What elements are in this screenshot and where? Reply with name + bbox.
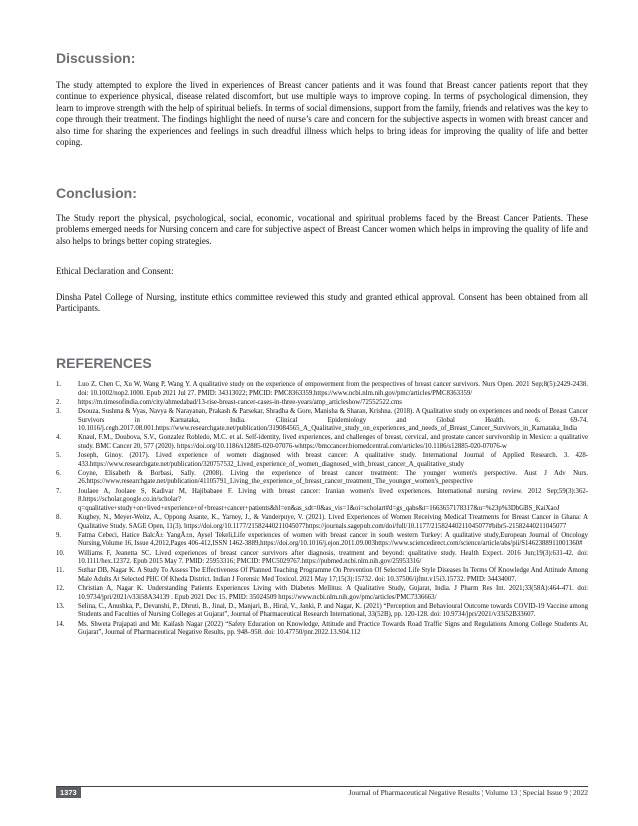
reference-number: 12. bbox=[56, 585, 65, 593]
reference-text: https://m.timesofindia.com/city/ahmedabad/13-rise-breast-cancer-cases-in-three-years/amp_articleshow/72552522.cms bbox=[78, 398, 402, 406]
conclusion-text: The Study report the physical, psychological, social, economic, vocational and spiritual problems faced by the Breast Cancer Patients. These problems emerged needs for Nursing concern and care for subjective aspect of Breast Cancer women which helps in improving the quality of life and also helps to brings better coping strategies. bbox=[56, 213, 588, 246]
reference-item bbox=[56, 585, 588, 602]
reference-text: Christian A, Nagar K. Understanding Patients Experiences Living with Diabetes Mellitus: A Qualitative Study, Gujarat, India. J Pharm Res Int. 2021;33(58A):464-471. doi: 10.9734/jpri/2021/v33i58A34139 . Epub 2021 Dec 15. PMID: 35024509 https://www.ncbi.nlm.nih.gov/pmc/articles/PMC7336663/ bbox=[78, 585, 588, 601]
reference-number: 11. bbox=[56, 567, 65, 575]
reference-number: 13. bbox=[56, 602, 65, 610]
reference-item bbox=[56, 470, 588, 487]
journal-info: Journal of Pharmaceutical Negative Results ¦ Volume 13 ¦ Special Issue 9 ¦ 2022 bbox=[348, 787, 588, 797]
reference-item bbox=[56, 488, 588, 514]
reference-number: 4. bbox=[56, 434, 62, 442]
discussion-text: The study attempted to explore the lived in experiences of Breast cancer patients and it was found that Breast cancer patients report that they continue to experience physical, disease related discomfort, but use multiple ways to improve coping. In terms of psychological dimension, they learn to improve strength with the help of spiritual beliefs. In terms of social dimensions, support from the family, friends and relatives was the key to cope through their treatment. The findings highlight the need of nurse’s care and concern for the subjective aspects in women with breast cancer and also time for sharing the experiences and feelings in such dreadful illness which helps to bring ideas for improving the quality of life and better coping. bbox=[56, 80, 588, 148]
reference-text: Joseph, Ginoy. (2017). Lived experience of women diagnosed with breast cancer: A qualitative study. International Journal of Applied Research. 3. 428-433.https://www.researchgate.net/publication/320757532_Lived_experience_of_women_diagnosed_with_breast_cancer_A_qualitative_study bbox=[78, 452, 588, 468]
page-number: 1373 bbox=[56, 787, 81, 798]
reference-item bbox=[56, 408, 588, 434]
reference-number: 8. bbox=[56, 514, 62, 522]
reference-number: 1. bbox=[56, 381, 62, 388]
reference-number: 5. bbox=[56, 452, 62, 460]
reference-text: Ms. Shweta Prajapati and Mr. Kailash Nagar (2022) “Safety Education on Knowledge, Attitude and Practice Towards Road Traffic Signs and Regulations Among College Students At, Gujarat”, Journal of Pharmaceutical Negative Results, pp. 948–958. doi: 10.47750/pnr.2022.13.S04.112 bbox=[78, 620, 588, 637]
reference-number: 6. bbox=[56, 469, 62, 477]
reference-list bbox=[56, 381, 588, 638]
reference-text: Joulaee A, Joolaee S, Kadivar M, Hajibabaee F. Living with breast cancer: Iranian women's lived experiences. International nursing review. 2012 Sep;59(3):362-8.https://scholar.google.co.in/scholar?q=qualitative+study+on+lived+experience+of+breast+cancer+patients&hl=en&as_sdt=0&as_vis=1&oi=scholart#d=gs_qabs&t=1663657178317&u=%23p%3DbGBS_KaiXaoJ bbox=[78, 487, 588, 512]
reference-item bbox=[56, 603, 588, 620]
reference-number: 9. bbox=[56, 531, 62, 539]
reference-item bbox=[56, 399, 588, 408]
page-footer bbox=[56, 786, 588, 798]
ethics-heading: Ethical Declaration and Consent: bbox=[56, 266, 174, 276]
reference-text: Fatma Cebeci, Hatice BalcÄ± YangÄ±n, Aysel Tekeli,Life experiences of women with breast cancer in south western Turkey: A qualitative study,European Journal of Oncology Nursing,Volume 16, Issue 4,2012,Pages 406-412,ISSN 1462-3889,https://doi.org/10.1016/j.ejon.2011.09.003https://www.sciencedirect.com/science/article/abs/pii/S1462388911001360# bbox=[78, 531, 588, 548]
reference-item bbox=[56, 532, 588, 549]
ethics-text: Dinsha Patel College of Nursing, institute ethics committee reviewed this study and granted ethical approval. Consent has been obtained from all Participants. bbox=[56, 292, 588, 314]
reference-text: Kugbey, N., Meyer-Weitz, A., Oppong Asante, K., Yarney, J., & Vanderpuye, V. (2021). Lived Experiences of Women Receiving Medical Treatments for Breast Cancer in Ghana: A Qualitative Study. SAGE Open, 11(3). https://doi.org/10.1177/21582440211045077https://journals.sagepub.com/doi/full/10.1177/21582440211045077#bibr5-21582440211045077 bbox=[78, 514, 588, 530]
reference-number: 10. bbox=[56, 549, 65, 557]
reference-text: Dsouza, Sushma & Vyas, Navya & Narayanan, Prakash & Parsekar, Shradha & Gore, Manisha & Sharan, Krishna. (2018). A Qualitative study on experiences and needs of Breast Cancer Survivors in Karnataka, India. Clinical Epidemiology and Global Health. 6. 69-74. 10.1016/j.cegh.2017.08.001.https://www.researchgate.net/publication/319084565_A_Qualitative_study_on_experiences_and_needs_of_Breast_Cancer_Survivors_in_Karnataka_India bbox=[78, 408, 588, 433]
reference-item bbox=[56, 514, 588, 531]
reference-item bbox=[56, 621, 588, 638]
reference-text: Knaul, F.M., Doubova, S.V., Gonzalez Robledo, M.C. et al. Self-identity, lived experiences, and challenges of breast, cervical, and prostate cancer survivorship in Mexico: a qualitative study. BMC Cancer 20, 577 (2020). https://doi.org/10.1186/s12885-020-07076-whttps://bmccancer.biomedcentral.com/articles/10.1186/s12885-020-07076-w bbox=[78, 434, 588, 450]
reference-item bbox=[56, 567, 588, 584]
reference-number: 14. bbox=[56, 620, 65, 628]
references-heading: REFERENCES bbox=[56, 355, 152, 371]
reference-item bbox=[56, 381, 588, 398]
reference-text: Luo Z, Chen C, Xu W, Wang P, Wang Y. A qualitative study on the experience of empowerment from the perspectives of breast cancer survivors. Nurs Open. 2021 Sep;8(5):2429-2438. doi: 10.1002/nop2.1000. Epub 2021 Jul 27. PMID: 34313022; PMCID: PMC8363359.https://www.ncbi.nlm.nih.gov/pmc/articles/PMC8363359/ bbox=[78, 381, 588, 397]
conclusion-heading: Conclusion: bbox=[56, 185, 137, 201]
reference-text: Coyne, Elisabeth & Borbasi, Sally. (2008). Living the experience of breast cancer treatment: The younger women's perspective. Aust J Adv Nurs. 26.https://www.researchgate.net/publication/41105791_Living_the_experience_of_breast_cancer_treatment_The_younger_women's_perspective bbox=[78, 469, 588, 486]
reference-item bbox=[56, 434, 588, 451]
reference-number: 7. bbox=[56, 487, 62, 495]
reference-item bbox=[56, 452, 588, 469]
reference-number: 3. bbox=[56, 408, 62, 416]
discussion-heading: Discussion: bbox=[56, 50, 136, 66]
reference-item bbox=[56, 550, 588, 567]
reference-number: 2. bbox=[56, 398, 62, 406]
reference-text: Selina, C., Anushka, P., Devanshi, P., Dhruti, B., Jinal, D., Manjari, B., Hiral, V., Janki, P. and Nagar, K. (2021) “Perception and Behavioural Outcome towards COVID-19 Vaccine among Students and Faculties of Nursing Colleges at Gujarat”, Journal of Pharmaceutical Research International, 33(52B), pp. 120-128. doi: 10.9734/jpri/2021/v33i52B33607. bbox=[78, 602, 588, 619]
reference-text: Williams F, Jeanetta SC. Lived experiences of breast cancer survivors after diagnosis, treatment and beyond: qualitative study. Health Expect. 2016 Jun;19(3):631-42. doi: 10.1111/hex.12372. Epub 2015 May 7. PMID: 25953316; PMCID: PMC5029767.https://pubmed.ncbi.nlm.nih.gov/25953316/ bbox=[78, 549, 588, 566]
reference-text: Suthar DB, Nagar K. A Study To Assess The Effectiveness Of Planned Teaching Programme On Prevention Of Selected Life Style Diseases In Terms Of Knowledge And Attitude Among Male Adults At Selected PHC Of Kheda District. Indian J Forensic Med Toxicol. 2021 May 17;15(3):15732. doi: 10.37506/ijfmt.v15i3.15732. PMID: 34434007. bbox=[78, 567, 588, 583]
